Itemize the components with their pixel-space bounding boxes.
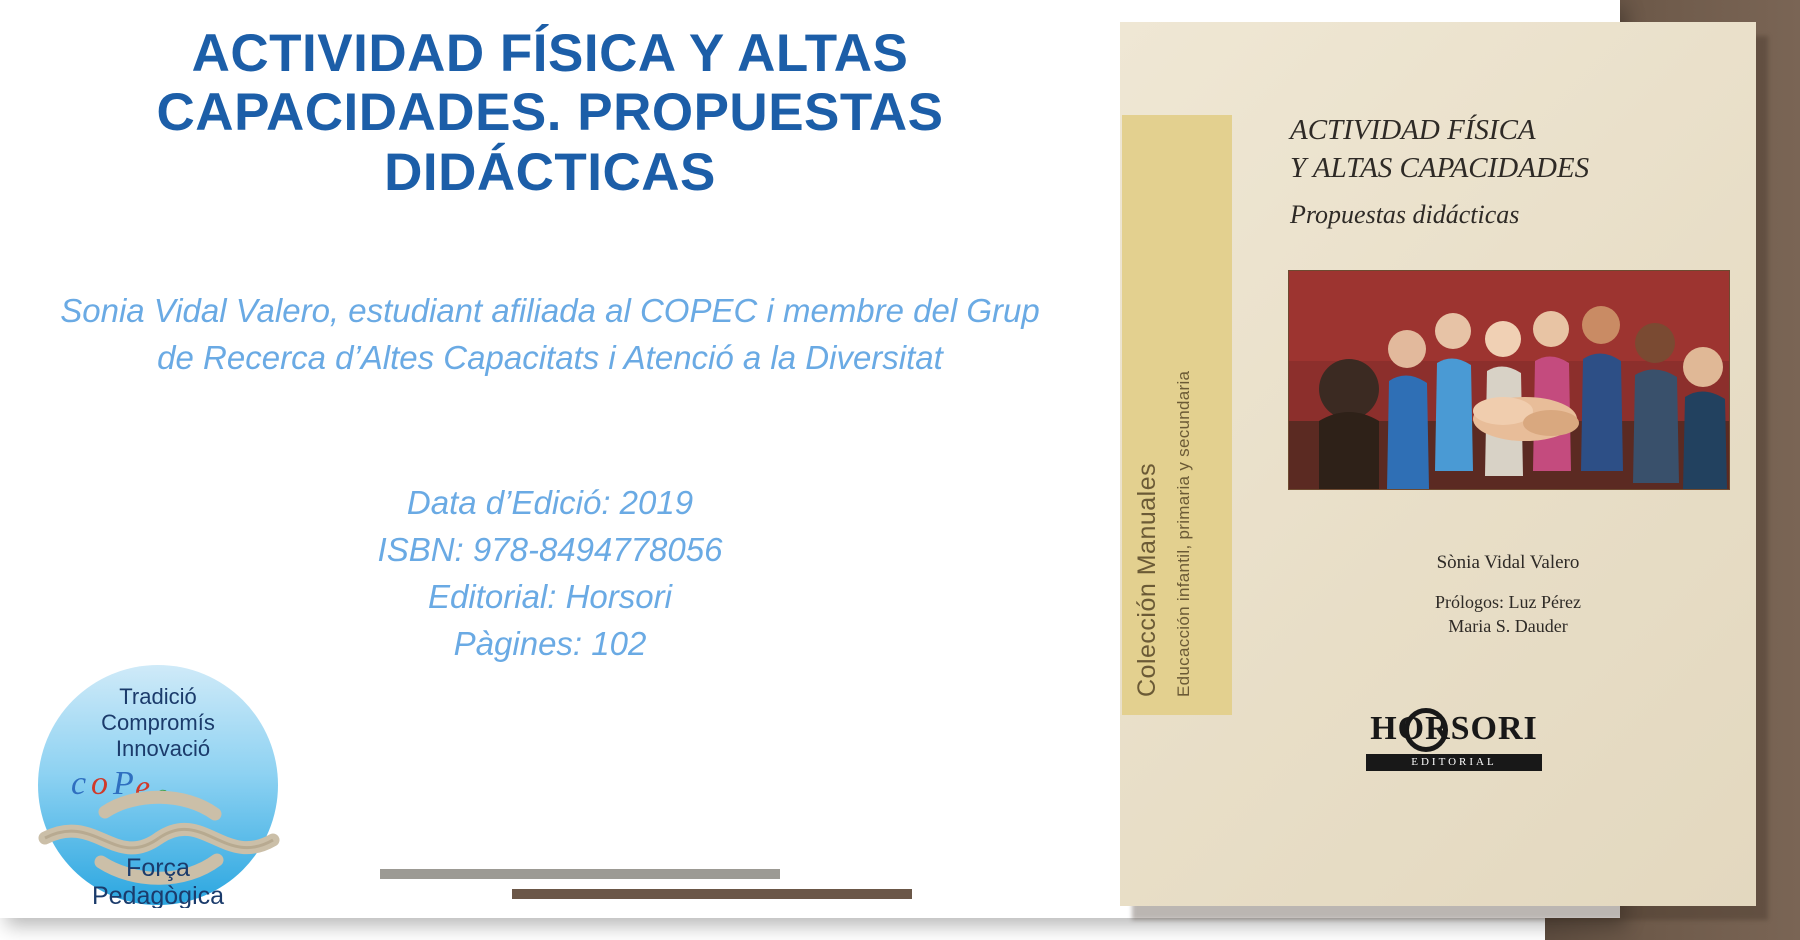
cover-prologue-line2: Maria S. Dauder: [1448, 616, 1568, 637]
cover-prologues: [1288, 590, 1728, 639]
meta-pages: Pàgines: 102: [453, 624, 647, 662]
decorative-rule-brown: [512, 889, 912, 899]
cover-prologue-line1: Prólogos: Luz Pérez: [1435, 592, 1581, 612]
spine-subtitle-label: Educacción infantil, primaria y secundaria: [1174, 370, 1193, 697]
book-metadata: [40, 480, 1060, 667]
cover-author: Sònia Vidal Valero: [1436, 552, 1580, 573]
svg-text:Compromís: Compromís: [101, 710, 215, 735]
publisher-tag-label: EDITORIAL: [1411, 756, 1497, 768]
svg-text:Força: Força: [126, 854, 190, 882]
page-title: ACTIVIDAD FÍSICA Y ALTAS CAPACIDADES. PROPUESTAS DIDÁCTICAS: [156, 24, 944, 202]
cover-title-line2: Y ALTAS CAPACIDADES: [1290, 151, 1590, 184]
cover-subtitle: Propuestas didácticas: [1290, 200, 1520, 229]
publisher-name: HORSORI: [1370, 710, 1538, 747]
cover-photo: [1288, 270, 1730, 490]
publisher-ring-icon: [1404, 708, 1448, 752]
book-cover: [1120, 22, 1756, 906]
book-spine-text: [1122, 115, 1232, 715]
publisher-tag-bar: [1366, 754, 1542, 771]
meta-publisher: Editorial: Horsori: [428, 577, 672, 615]
decorative-rule-gray: [380, 869, 780, 879]
copec-logo: [35, 662, 281, 908]
author-credit: Sonia Vidal Valero, estudiant afiliada al COPEC i membre del Grup de Recerca d’Altes Capacitats i Atenció a la Diversitat: [60, 292, 1040, 376]
svg-text:o: o: [91, 765, 108, 802]
svg-text:P: P: [113, 765, 134, 802]
meta-isbn: ISBN: 978-8494778056: [377, 530, 723, 568]
cover-title: [1290, 112, 1720, 187]
spine-collection-label: Colección Manuales: [1133, 462, 1161, 697]
svg-text:e: e: [135, 769, 151, 806]
svg-text:Tradició: Tradició: [119, 684, 197, 709]
svg-text:c: c: [155, 779, 167, 808]
meta-edition-date: Data d’Edició: 2019: [406, 484, 694, 521]
svg-text:Innovació: Innovació: [115, 736, 211, 761]
cover-title-line1: ACTIVIDAD FÍSICA: [1290, 114, 1536, 146]
svg-text:c: c: [71, 765, 87, 802]
publisher-logo: [1344, 710, 1564, 780]
svg-text:Pedagògica: Pedagògica: [91, 882, 225, 908]
